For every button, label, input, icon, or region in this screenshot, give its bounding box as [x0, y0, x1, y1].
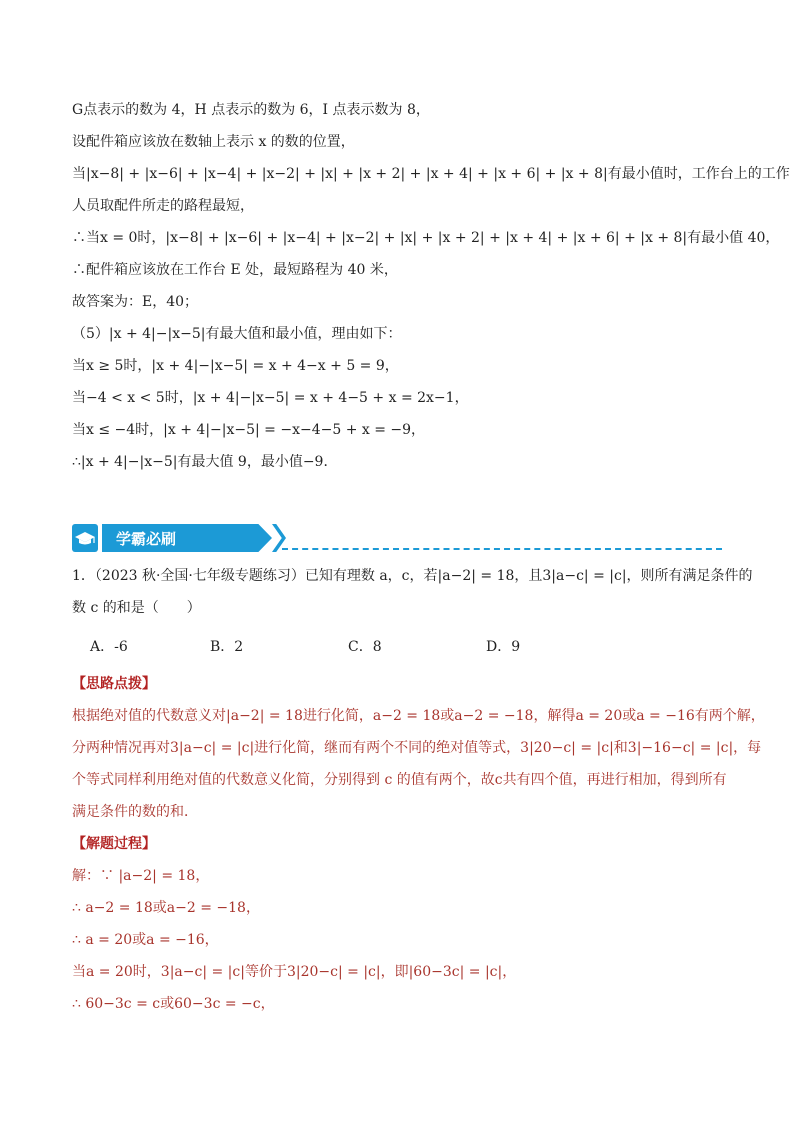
solution-line: 解：∵ |a−2| = 18， [72, 868, 210, 884]
section-header [72, 524, 722, 554]
solution-heading: 【解题过程】 [72, 836, 156, 852]
text-line: 当x ≥ 5时，|x + 4|−|x−5| = x + 4−x + 5 = 9， [72, 358, 399, 374]
solution-line: ∴ a−2 = 18或a−2 = −18， [72, 900, 260, 916]
solution-line: ∴ 60−3c = c或60−3c = −c， [72, 996, 275, 1012]
text-line: （5）|x + 4|−|x−5|有最大值和最小值，理由如下： [72, 326, 402, 342]
hint-line: 分两种情况再对3|a−c| = |c|进行化简，继而有两个不同的绝对值等式，3|20−c| = |c|和3|−16−c| = |c|，每 [72, 740, 762, 756]
solution-line: ∴ a = 20或a = −16， [72, 932, 219, 948]
hint-line: 根据绝对值的代数意义对|a−2| = 18进行化简，a−2 = 18或a−2 = −18，解得a = 20或a = −16有两个解， [72, 708, 765, 724]
hint-line: 个等式同样利用绝对值的代数意义化简，分别得到 c 的值有两个，故c共有四个值，再进行相加，得到所有 [72, 772, 727, 788]
option-d: D．9 [486, 639, 521, 655]
text-line: 当−4 < x < 5时，|x + 4|−|x−5| = x + 4−5 + x = 2x−1， [72, 390, 469, 406]
solution-line: 当a = 20时，3|a−c| = |c|等价于3|20−c| = |c|，即|60−3c| = |c|， [72, 964, 517, 980]
text-line: G点表示的数为 4，H 点表示的数为 6，I 点表示数为 8， [72, 102, 430, 118]
text-line: 设配件箱应该放在数轴上表示 x 的数的位置， [72, 134, 355, 150]
option-b: B．2 [210, 639, 244, 655]
question-text: 1．（2023 秋·全国·七年级专题练习）已知有理数 a，c，若|a−2| = 18，且3|a−c| = |c|，则所有满足条件的 [72, 568, 753, 584]
option-a: A．-6 [90, 639, 128, 655]
text-line: ∴|x + 4|−|x−5|有最大值 9，最小值−9． [72, 454, 338, 470]
graduation-cap-icon [72, 524, 98, 552]
text-line: ∴配件箱应该放在工作台 E 处，最短路程为 40 米， [72, 262, 398, 278]
text-line: 当x ≤ −4时，|x + 4|−|x−5| = −x−4−5 + x = −9， [72, 422, 426, 438]
text-line: 当|x−8| + |x−6| + |x−4| + |x−2| + |x| + |x + 2| + |x + 4| + |x + 6| + |x + 8|有最小值时，工作台上的工作 [72, 166, 790, 182]
text-line: 人员取配件所走的路程最短， [72, 198, 254, 214]
option-c: C．8 [348, 639, 382, 655]
question-text: 数 c 的和是（ ） [72, 600, 201, 616]
hint-heading: 【思路点拨】 [72, 676, 156, 692]
text-line: ∴当x = 0时，|x−8| + |x−6| + |x−4| + |x−2| + |x| + |x + 2| + |x + 4| + |x + 6| + |x + 8|有最小值 40， [72, 230, 780, 246]
text-line: 故答案为：E，40； [72, 294, 199, 310]
hint-line: 满足条件的数的和． [72, 804, 198, 820]
section-title: 学霸必刷 [116, 530, 177, 548]
divider [282, 548, 722, 550]
